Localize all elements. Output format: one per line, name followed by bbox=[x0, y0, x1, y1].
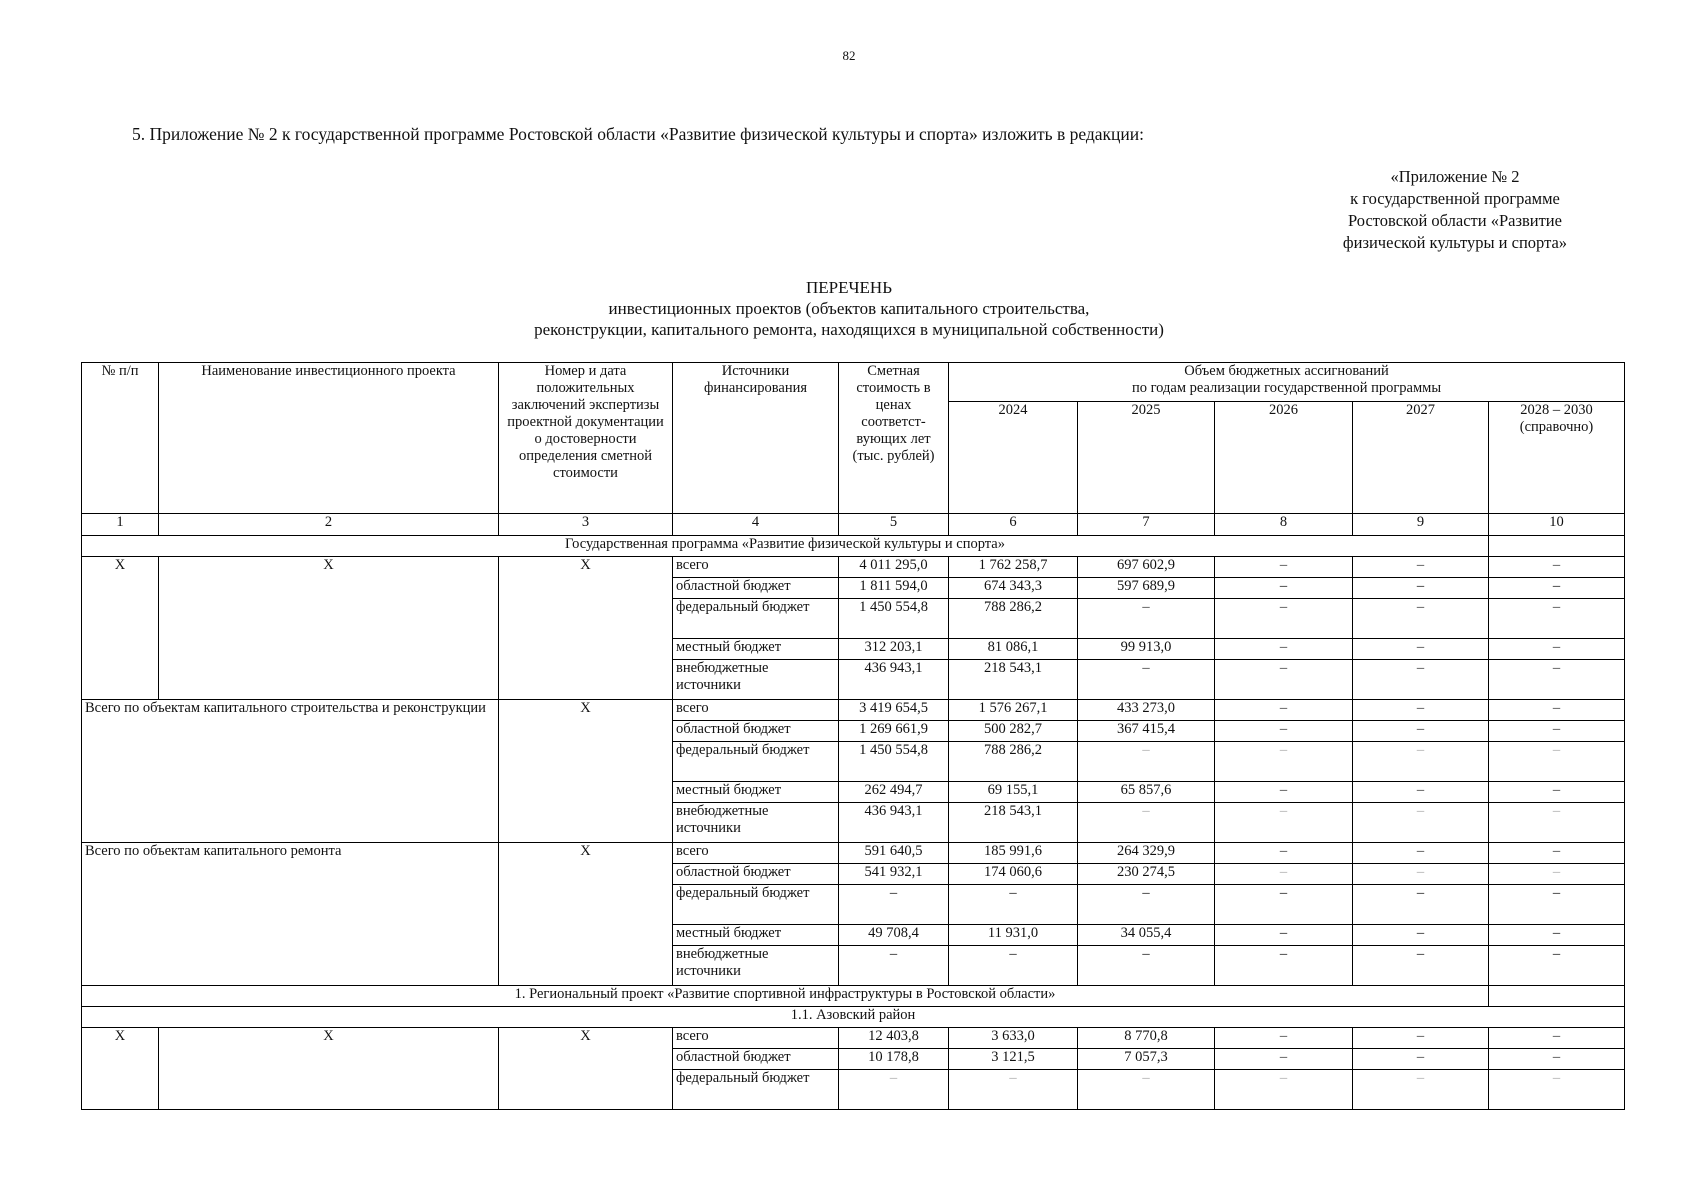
column-number-row bbox=[82, 514, 1625, 536]
source-label: местный бюджет bbox=[673, 925, 839, 946]
value-cell: – bbox=[1489, 599, 1625, 639]
value-cell: 218 543,1 bbox=[949, 803, 1078, 843]
value-cell: 367 415,4 bbox=[1078, 721, 1215, 742]
empty-cell bbox=[1489, 986, 1625, 1007]
empty-cell bbox=[1489, 536, 1625, 557]
value-cell: – bbox=[1489, 925, 1625, 946]
value-cell: – bbox=[1353, 925, 1489, 946]
value-cell: – bbox=[1489, 946, 1625, 986]
value-cell: 3 633,0 bbox=[949, 1028, 1078, 1049]
value-cell: 500 282,7 bbox=[949, 721, 1078, 742]
value-cell: 3 419 654,5 bbox=[839, 700, 949, 721]
value-cell: – bbox=[1353, 1070, 1489, 1110]
investment-projects-table bbox=[81, 362, 1625, 1110]
cell-x: Х bbox=[159, 1028, 499, 1110]
value-cell: 65 857,6 bbox=[1078, 782, 1215, 803]
value-cell: 3 121,5 bbox=[949, 1049, 1078, 1070]
header-year-2024: 2024 bbox=[949, 402, 1078, 514]
value-cell: 312 203,1 bbox=[839, 639, 949, 660]
value-cell: – bbox=[1353, 782, 1489, 803]
value-cell: – bbox=[1078, 946, 1215, 986]
section-title-program: Государственная программа «Развитие физической культуры и спорта» bbox=[82, 536, 1489, 557]
cell-x: Х bbox=[159, 557, 499, 700]
value-cell: 1 450 554,8 bbox=[839, 742, 949, 782]
header-project-name: Наименование инвестиционного проекта bbox=[159, 363, 499, 514]
value-cell: 11 931,0 bbox=[949, 925, 1078, 946]
value-cell: – bbox=[1489, 660, 1625, 700]
title-line: реконструкции, капитального ремонта, находящихся в муниципальной собственности) bbox=[534, 320, 1164, 339]
section-title-regional: 1. Региональный проект «Развитие спортивной инфраструктуры в Ростовской области» bbox=[82, 986, 1489, 1007]
column-number: 9 bbox=[1353, 514, 1489, 536]
value-cell: 1 576 267,1 bbox=[949, 700, 1078, 721]
value-cell: – bbox=[1489, 1028, 1625, 1049]
group-label-repair: Всего по объектам капитального ремонта bbox=[82, 843, 499, 986]
value-cell: – bbox=[1353, 578, 1489, 599]
value-cell: – bbox=[1353, 946, 1489, 986]
value-cell: 218 543,1 bbox=[949, 660, 1078, 700]
value-cell: – bbox=[1353, 742, 1489, 782]
value-cell: – bbox=[1489, 1049, 1625, 1070]
value-cell: – bbox=[1215, 843, 1353, 864]
header-year-2028-2030: 2028 – 2030 (справочно) bbox=[1489, 402, 1625, 514]
value-cell: – bbox=[1215, 925, 1353, 946]
value-cell: 591 640,5 bbox=[839, 843, 949, 864]
header-budget-line: по годам реализации государственной программы bbox=[1131, 380, 1442, 396]
section-row bbox=[82, 1007, 1625, 1028]
value-cell: – bbox=[1215, 721, 1353, 742]
value-cell: 788 286,2 bbox=[949, 599, 1078, 639]
value-cell: 69 155,1 bbox=[949, 782, 1078, 803]
header-estimated-cost: Сметная стоимость в ценах соответст-вующих лет (тыс. рублей) bbox=[839, 363, 949, 514]
value-cell: – bbox=[1215, 782, 1353, 803]
value-cell: 1 450 554,8 bbox=[839, 599, 949, 639]
section-title-azov: 1.1. Азовский район bbox=[82, 1007, 1625, 1028]
value-cell: – bbox=[1078, 742, 1215, 782]
header-budget-line: Объем бюджетных ассигнований bbox=[1184, 363, 1389, 379]
source-label: областной бюджет bbox=[673, 578, 839, 599]
value-cell: – bbox=[1215, 885, 1353, 925]
value-cell: – bbox=[1215, 660, 1353, 700]
value-cell: – bbox=[1353, 803, 1489, 843]
source-label: всего bbox=[673, 557, 839, 578]
appendix-line: физической культуры и спорта» bbox=[1342, 233, 1568, 252]
value-cell: – bbox=[839, 946, 949, 986]
value-cell: – bbox=[1215, 599, 1353, 639]
value-cell: – bbox=[1489, 557, 1625, 578]
value-cell: – bbox=[1078, 660, 1215, 700]
value-cell: 34 055,4 bbox=[1078, 925, 1215, 946]
source-label: всего bbox=[673, 843, 839, 864]
source-label: федеральный бюджет bbox=[673, 1070, 839, 1110]
source-label: внебюджетные источники bbox=[673, 803, 839, 843]
appendix-line: Ростовской области «Развитие bbox=[1348, 211, 1562, 230]
document-title bbox=[0, 277, 1698, 340]
value-cell: 230 274,5 bbox=[1078, 864, 1215, 885]
section-row bbox=[82, 536, 1625, 557]
column-number: 2 bbox=[159, 514, 499, 536]
column-number: 5 bbox=[839, 514, 949, 536]
cell-x: Х bbox=[82, 1028, 159, 1110]
intro-text: 5. Приложение № 2 к государственной программе Ростовской области «Развитие физической культуры и спорта» изложить в редакции: bbox=[132, 124, 1145, 144]
source-label: внебюджетные источники bbox=[673, 946, 839, 986]
header-expertise: Номер и дата положительных заключений экспертизы проектной документации о достоверности определения сметной стоимости bbox=[499, 363, 673, 514]
cell-x: Х bbox=[499, 1028, 673, 1110]
source-label: местный бюджет bbox=[673, 639, 839, 660]
appendix-line: «Приложение № 2 bbox=[1390, 167, 1520, 186]
value-cell: – bbox=[1489, 782, 1625, 803]
value-cell: 8 770,8 bbox=[1078, 1028, 1215, 1049]
cell-x: Х bbox=[499, 843, 673, 986]
value-cell: 1 762 258,7 bbox=[949, 557, 1078, 578]
value-cell: – bbox=[1489, 843, 1625, 864]
value-cell: – bbox=[1078, 885, 1215, 925]
source-label: областной бюджет bbox=[673, 1049, 839, 1070]
value-cell: – bbox=[1215, 803, 1353, 843]
section-row bbox=[82, 986, 1625, 1007]
column-number: 7 bbox=[1078, 514, 1215, 536]
value-cell: 1 811 594,0 bbox=[839, 578, 949, 599]
value-cell: – bbox=[1489, 639, 1625, 660]
value-cell: – bbox=[839, 1070, 949, 1110]
value-cell: – bbox=[1215, 946, 1353, 986]
column-number: 4 bbox=[673, 514, 839, 536]
value-cell: – bbox=[1215, 1070, 1353, 1110]
value-cell: 12 403,8 bbox=[839, 1028, 949, 1049]
source-label: всего bbox=[673, 700, 839, 721]
value-cell: – bbox=[1215, 700, 1353, 721]
value-cell: – bbox=[1215, 864, 1353, 885]
table-row bbox=[82, 1028, 1625, 1049]
value-cell: – bbox=[1215, 557, 1353, 578]
column-number: 6 bbox=[949, 514, 1078, 536]
page-number: 82 bbox=[842, 48, 856, 63]
value-cell: – bbox=[1489, 700, 1625, 721]
value-cell: – bbox=[1353, 639, 1489, 660]
source-label: федеральный бюджет bbox=[673, 742, 839, 782]
header-year-2025: 2025 bbox=[1078, 402, 1215, 514]
value-cell: 99 913,0 bbox=[1078, 639, 1215, 660]
value-cell: – bbox=[1215, 639, 1353, 660]
title-line: ПЕРЕЧЕНЬ bbox=[806, 278, 892, 297]
value-cell: – bbox=[1078, 1070, 1215, 1110]
appendix-note bbox=[1300, 166, 1610, 254]
source-label: областной бюджет bbox=[673, 721, 839, 742]
value-cell: – bbox=[1489, 721, 1625, 742]
value-cell: – bbox=[1489, 803, 1625, 843]
value-cell: – bbox=[1353, 864, 1489, 885]
value-cell: – bbox=[1353, 1028, 1489, 1049]
value-cell: – bbox=[949, 946, 1078, 986]
value-cell: – bbox=[1215, 1028, 1353, 1049]
value-cell: – bbox=[1078, 599, 1215, 639]
table-row bbox=[82, 700, 1625, 721]
column-number: 3 bbox=[499, 514, 673, 536]
value-cell: 788 286,2 bbox=[949, 742, 1078, 782]
value-cell: – bbox=[1353, 721, 1489, 742]
cell-x: Х bbox=[82, 557, 159, 700]
value-cell: 1 269 661,9 bbox=[839, 721, 949, 742]
value-cell: – bbox=[1215, 1049, 1353, 1070]
value-cell: 541 932,1 bbox=[839, 864, 949, 885]
value-cell: 174 060,6 bbox=[949, 864, 1078, 885]
value-cell: – bbox=[1489, 578, 1625, 599]
header-sources: Источники финансирования bbox=[673, 363, 839, 514]
source-label: областной бюджет bbox=[673, 864, 839, 885]
value-cell: 697 602,9 bbox=[1078, 557, 1215, 578]
value-cell: 81 086,1 bbox=[949, 639, 1078, 660]
appendix-line: к государственной программе bbox=[1350, 189, 1560, 208]
value-cell: – bbox=[839, 885, 949, 925]
column-number: 8 bbox=[1215, 514, 1353, 536]
source-label: всего bbox=[673, 1028, 839, 1049]
value-cell: 262 494,7 bbox=[839, 782, 949, 803]
source-label: местный бюджет bbox=[673, 782, 839, 803]
value-cell: – bbox=[1215, 742, 1353, 782]
value-cell: – bbox=[1078, 803, 1215, 843]
value-cell: 7 057,3 bbox=[1078, 1049, 1215, 1070]
value-cell: – bbox=[1353, 885, 1489, 925]
source-label: федеральный бюджет bbox=[673, 885, 839, 925]
value-cell: – bbox=[1353, 599, 1489, 639]
table-row bbox=[82, 557, 1625, 578]
value-cell: 597 689,9 bbox=[1078, 578, 1215, 599]
header-budget-group bbox=[949, 363, 1625, 402]
value-cell: – bbox=[1489, 1070, 1625, 1110]
value-cell: – bbox=[949, 885, 1078, 925]
value-cell: 264 329,9 bbox=[1078, 843, 1215, 864]
value-cell: – bbox=[1353, 660, 1489, 700]
value-cell: 674 343,3 bbox=[949, 578, 1078, 599]
source-label: внебюджетные источники bbox=[673, 660, 839, 700]
column-number: 1 bbox=[82, 514, 159, 536]
header-year-2026: 2026 bbox=[1215, 402, 1353, 514]
cell-x: Х bbox=[499, 557, 673, 700]
source-label: федеральный бюджет bbox=[673, 599, 839, 639]
value-cell: 433 273,0 bbox=[1078, 700, 1215, 721]
group-label-capital: Всего по объектам капитального строительства и реконструкции bbox=[82, 700, 499, 843]
table-row bbox=[82, 843, 1625, 864]
value-cell: 4 011 295,0 bbox=[839, 557, 949, 578]
value-cell: 49 708,4 bbox=[839, 925, 949, 946]
title-line: инвестиционных проектов (объектов капитального строительства, bbox=[608, 299, 1090, 318]
header-number: № п/п bbox=[82, 363, 159, 514]
value-cell: – bbox=[1353, 843, 1489, 864]
value-cell: – bbox=[1489, 742, 1625, 782]
cell-x: Х bbox=[499, 700, 673, 843]
value-cell: 436 943,1 bbox=[839, 803, 949, 843]
value-cell: 185 991,6 bbox=[949, 843, 1078, 864]
header-year-2027: 2027 bbox=[1353, 402, 1489, 514]
value-cell: 10 178,8 bbox=[839, 1049, 949, 1070]
value-cell: – bbox=[949, 1070, 1078, 1110]
value-cell: – bbox=[1353, 700, 1489, 721]
value-cell: – bbox=[1353, 557, 1489, 578]
value-cell: – bbox=[1489, 864, 1625, 885]
value-cell: – bbox=[1353, 1049, 1489, 1070]
value-cell: 436 943,1 bbox=[839, 660, 949, 700]
column-number: 10 bbox=[1489, 514, 1625, 536]
value-cell: – bbox=[1489, 885, 1625, 925]
value-cell: – bbox=[1215, 578, 1353, 599]
